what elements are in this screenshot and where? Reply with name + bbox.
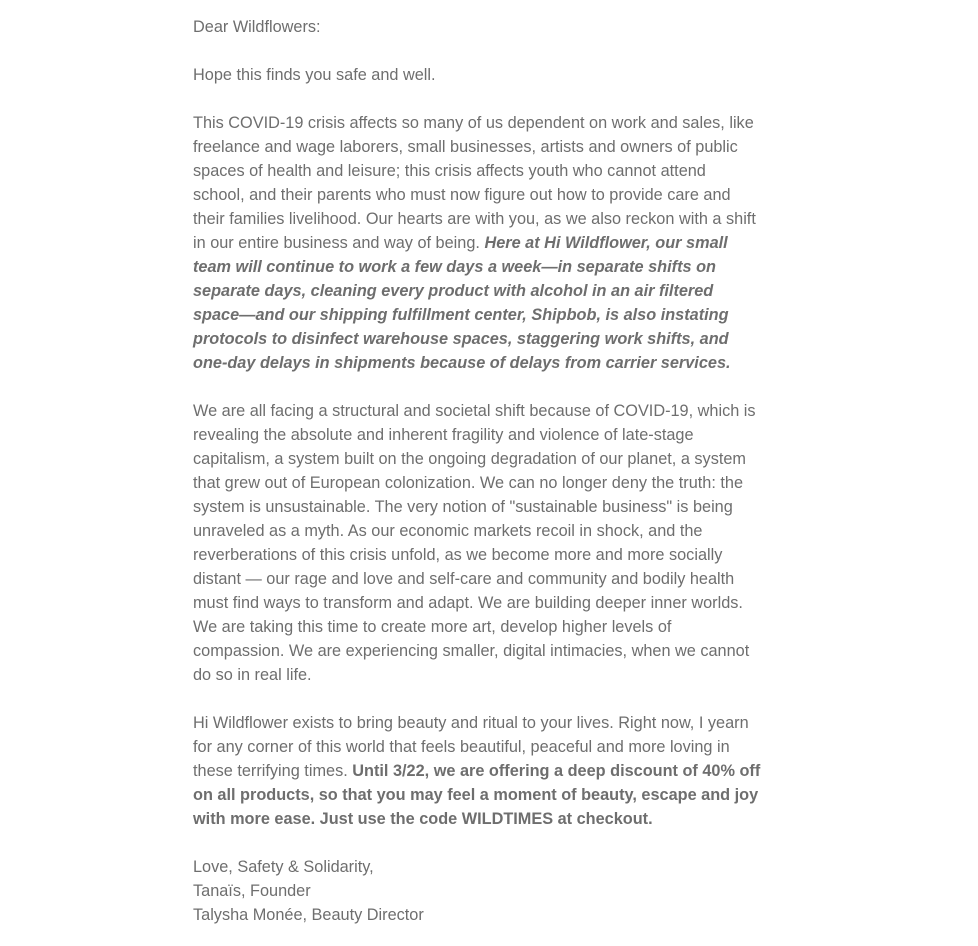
- intro-line: Hope this finds you safe and well.: [193, 66, 436, 84]
- signer-founder: Tanaïs, Founder: [193, 882, 311, 900]
- email-letter-body: [193, 15, 761, 927]
- paragraph-structural-shift: We are all facing a structural and societal shift because of COVID-19, which is revealing the absolute and inherent fragility and violence of late-stage capitalism, a system built on the ongoing degradation of our planet, a system that grew out of European colonization. We can no longer deny the truth: the system is unsustainable. The very notion of "sustainable business" is being unraveled as a myth. As our economic markets recoil in shock, and the reverberations of this crisis unfold, as we become more and more socially distant — our rage and love and self-care and community and bodily health must find ways to transform and adapt. We are building deeper inner worlds. We are taking this time to create more art, develop higher levels of compassion. We are experiencing smaller, digital intimacies, when we cannot do so in real life.: [193, 402, 756, 684]
- signoff: [193, 855, 761, 927]
- signer-beauty-director: Talysha Monée, Beauty Director: [193, 906, 424, 924]
- discount-offer: Until 3/22, we are offering a deep discount of 40% off on all products, so that you may feel a moment of beauty, escape and joy with more ease. Just use the code WILDTIMES at checkout.: [193, 762, 761, 828]
- paragraph-covid-impact: [193, 111, 761, 375]
- paragraph-covid-impact-text: This COVID-19 crisis affects so many of us dependent on work and sales, like freelance and wage laborers, small businesses, artists and owners of public spaces of health and leisure; this crisis affects youth who cannot attend school, and their parents who must now figure out how to provide care and their families livelihood. Our hearts are with you, as we also reckon with a shift in our entire business and way of being.: [193, 114, 756, 252]
- paragraph-offer: [193, 711, 761, 831]
- greeting: Dear Wildflowers:: [193, 18, 321, 36]
- closing-line: Love, Safety & Solidarity,: [193, 858, 374, 876]
- paragraph-offer-text: Hi Wildflower exists to bring beauty and ritual to your lives. Right now, I yearn for any corner of this world that feels beautiful, peaceful and more loving in these terrifying times.: [193, 714, 749, 780]
- team-operations-emphasis: Here at Hi Wildflower, our small team will continue to work a few days a week—in separate shifts on separate days, cleaning every product with alcohol in an air filtered space—and our shipping fulfillment center, Shipbob, is also instating protocols to disinfect warehouse spaces, staggering work shifts, and one-day delays in shipments because of delays from carrier services.: [193, 234, 731, 372]
